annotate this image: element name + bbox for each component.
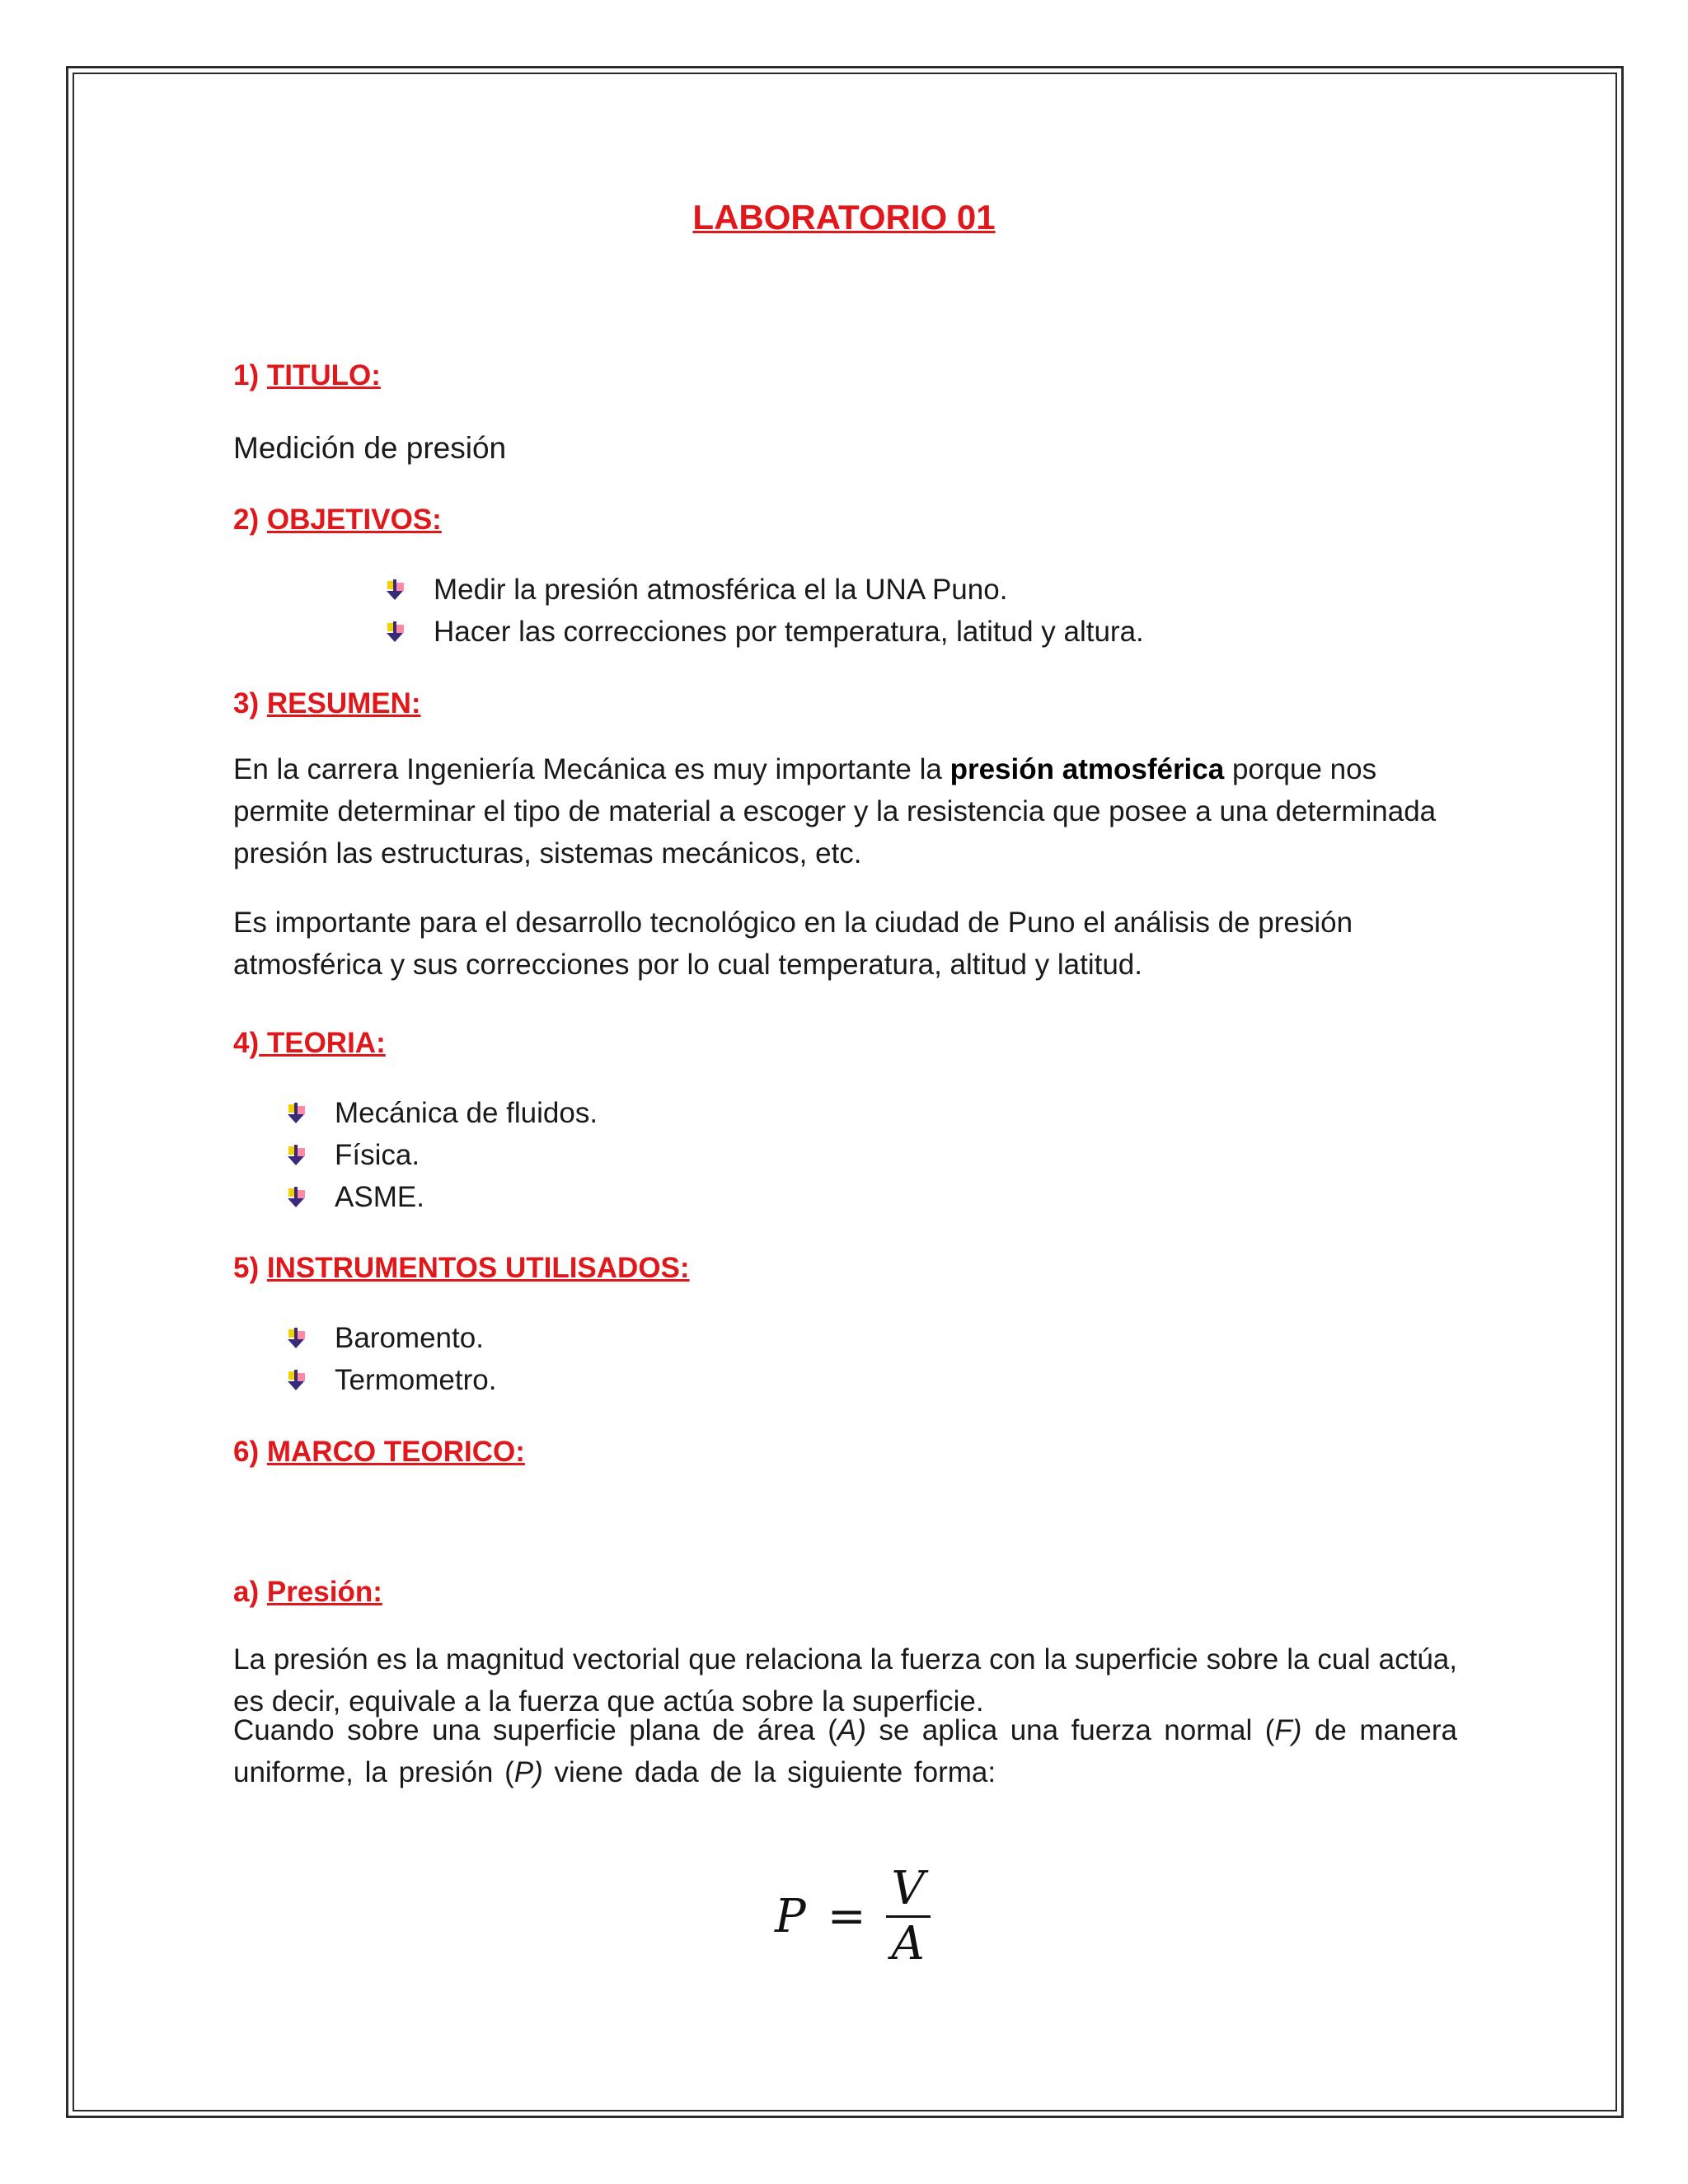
presion-paragraph-2: Cuando sobre una superficie plana de área (A) se aplica una fuerza normal (F) de manera uniforme, la presión (P) viene dada de la siguiente forma:	[233, 1714, 1458, 1788]
list-item-text: Baromento.	[335, 1322, 484, 1354]
arrow-bullet-icon	[285, 1328, 307, 1349]
section-teoria	[233, 1022, 386, 1064]
list-item	[285, 1092, 598, 1134]
list-item-text: Mecánica de fluidos.	[335, 1097, 598, 1129]
list-item-text: Termometro.	[335, 1364, 497, 1396]
section-instrumentos	[233, 1247, 690, 1289]
teoria-list	[285, 1092, 598, 1218]
instrumentos-list	[285, 1317, 496, 1401]
resumen-paragraph-1: En la carrera Ingeniería Mecánica es muy importante la presión atmosférica porque nos permite determinar el tipo de material a escoger y la resistencia que posee a una determinada presión las estructuras, sistemas mecánicos, etc.	[233, 753, 1437, 869]
formula-numerator: V	[891, 1862, 925, 1915]
document-title: LABORATORIO 01	[692, 198, 996, 237]
presion-paragraph-1: La presión es la magnitud vectorial que relaciona la fuerza con la superficie sobre la cual actúa, es decir, equivale a la fuerza que actúa sobre la superficie.	[233, 1643, 1457, 1718]
section-heading: 1) TITULO:	[233, 359, 381, 391]
section-marco-teorico	[233, 1431, 525, 1473]
section-heading: 5) INSTRUMENTOS UTILISADOS:	[233, 1252, 690, 1284]
objetivos-list	[384, 569, 1144, 653]
list-item	[285, 1359, 496, 1401]
section-presion	[233, 1571, 382, 1613]
arrow-bullet-icon	[384, 579, 406, 601]
list-item-text: Hacer las correcciones por temperatura, latitud y altura.	[434, 616, 1144, 648]
arrow-bullet-icon	[285, 1187, 307, 1208]
list-item	[285, 1176, 598, 1218]
arrow-bullet-icon	[285, 1370, 307, 1391]
section-heading: 4) TEORIA:	[233, 1027, 386, 1059]
section-heading: a) Presión:	[233, 1576, 382, 1608]
formula-fraction	[886, 1863, 931, 1971]
section-titulo	[233, 354, 381, 396]
resumen-paragraph-2: Es importante para el desarrollo tecnológico en la ciudad de Puno el análisis de presión atmosférica y sus correcciones por lo cual temperatura, altitud y latitud.	[233, 907, 1353, 981]
section-objetivos	[233, 499, 442, 541]
list-item	[384, 611, 1144, 653]
list-item	[384, 569, 1144, 611]
formula-lhs: P	[775, 1890, 806, 1943]
section-heading: 2) OBJETIVOS:	[233, 504, 442, 536]
section-heading: 3) RESUMEN:	[233, 687, 421, 719]
formula-equals: =	[827, 1890, 866, 1943]
formula-denominator: A	[891, 1917, 925, 1971]
list-item	[285, 1134, 598, 1176]
arrow-bullet-icon	[285, 1103, 307, 1124]
arrow-bullet-icon	[384, 621, 406, 643]
list-item	[285, 1317, 496, 1359]
section-resumen	[233, 682, 421, 724]
arrow-bullet-icon	[285, 1145, 307, 1166]
titulo-text: Medición de presión	[233, 431, 507, 465]
pressure-formula	[775, 1863, 931, 1971]
list-item-text: Medir la presión atmosférica el la UNA Puno.	[434, 574, 1008, 606]
list-item-text: ASME.	[335, 1181, 424, 1213]
section-heading: 6) MARCO TEORICO:	[233, 1436, 525, 1468]
list-item-text: Física.	[335, 1139, 420, 1171]
